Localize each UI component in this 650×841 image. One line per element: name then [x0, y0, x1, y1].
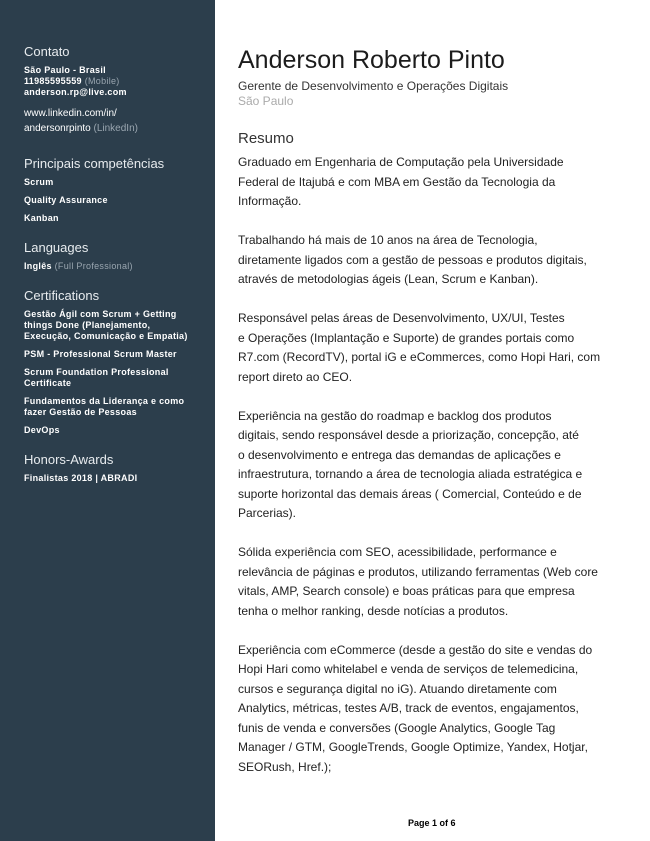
summary-line: diretamente ligados com a gestão de pessoas e produtos digitais, — [238, 252, 587, 267]
summary-line: Trabalhando há mais de 10 anos na área de Tecnologia, — [238, 233, 538, 247]
summary-heading: Resumo — [238, 130, 294, 147]
language-item — [24, 261, 215, 272]
skills-heading: Principais competências — [24, 156, 165, 171]
summary-line: Parcerias). — [238, 506, 297, 520]
certification-line: Fundamentos da Liderança e como — [24, 396, 185, 406]
summary-paragraph — [238, 543, 633, 621]
summary-line: Federal de Itajubá e com MBA em Gestão da Tecnologia da — [238, 174, 556, 189]
certification-line: DevOps — [24, 425, 60, 435]
certification-line: Certificate — [24, 378, 72, 388]
summary-line: vitals, AMP, Search console) e boas práticas para que empresa — [238, 584, 575, 598]
summary-line: Manager / GTM, GoogleTrends, Google Optimize, Yandex, Hotjar, — [238, 740, 588, 754]
certification-item — [24, 367, 215, 389]
sidebar — [0, 0, 215, 841]
language-level: (Full Professional) — [54, 261, 133, 271]
skill-item: Scrum — [24, 177, 54, 187]
certification-line: things Done (Planejamento, — [24, 320, 151, 330]
linkedin-link[interactable] — [24, 106, 215, 136]
main-content — [238, 44, 633, 797]
certification-item — [24, 396, 215, 418]
summary-paragraph — [238, 231, 633, 290]
summary-line: e Operações (Implantação e Suporte) de grandes portais como — [238, 330, 575, 345]
linkedin-url-1[interactable]: www.linkedin.com/in/ — [24, 108, 117, 119]
certification-line: Execução, Comunicação e Empatia) — [24, 331, 188, 341]
certification-item — [24, 425, 215, 436]
certification-item — [24, 349, 215, 360]
phone-number: 11985595559 — [24, 76, 82, 86]
summary-line: digitais, sendo responsável desde a priorização, concepção, até — [238, 428, 579, 442]
skills-list — [24, 177, 215, 224]
summary-paragraph — [238, 641, 633, 778]
certifications-list — [24, 309, 215, 436]
phone-type: (Mobile) — [84, 76, 120, 86]
summary-line: Experiência com eCommerce (desde a gestão do site e vendas do — [238, 642, 593, 657]
summary-line: R7.com (RecordTV), portal iG e eCommerces, como Hopi Hari, com — [238, 350, 601, 364]
award-item: Finalistas 2018 | ABRADI — [24, 473, 138, 483]
summary-line: suporte horizontal das demais áreas ( Comercial, Conteúdo e de — [238, 486, 582, 501]
certification-line: Gestão Ágil com Scrum + Getting — [24, 309, 177, 319]
summary-line: infraestrutura, tornando a área de tecnologia aliada estratégica e — [238, 467, 583, 481]
summary-line: cursos e segurança digital no iG). Atuando diretamente com — [238, 681, 557, 696]
language-name: Inglês — [24, 261, 52, 271]
summary-line: Hopi Hari como whitelabel e venda de serviços de telemedicina, — [238, 662, 579, 676]
certification-line: fazer Gestão de Pessoas — [24, 407, 137, 417]
languages-heading: Languages — [24, 240, 89, 255]
contact-phone — [24, 76, 215, 87]
contact-email[interactable]: anderson.rp@live.com — [24, 87, 127, 97]
certification-line: PSM - Professional Scrum Master — [24, 349, 177, 359]
summary-line: Analytics, métricas, testes A/B, track de eventos, engajamentos, — [238, 701, 579, 715]
awards-heading: Honors-Awards — [24, 452, 114, 467]
certifications-heading: Certifications — [24, 288, 100, 303]
summary-line: Responsável pelas áreas de Desenvolvimento, UX/UI, Testes — [238, 311, 565, 325]
summary-line: Graduado em Engenharia de Computação pela Universidade — [238, 155, 564, 169]
person-location: São Paulo — [238, 94, 294, 108]
summary-body — [238, 153, 633, 777]
summary-line: tenha o melhor ranking, desde notícias a produtos. — [238, 603, 509, 618]
summary-line: report direto ao CEO. — [238, 369, 353, 384]
summary-paragraph — [238, 407, 633, 524]
summary-line: através de metodologias ágeis (Lean, Scrum e Kanban). — [238, 272, 539, 286]
contact-location: São Paulo - Brasil — [24, 65, 106, 75]
summary-line: SEORush, Href.); — [238, 759, 332, 774]
page-number: Page 1 of 6 — [408, 818, 456, 828]
certification-item — [24, 309, 215, 342]
person-name: Anderson Roberto Pinto — [238, 46, 505, 74]
summary-line: Informação. — [238, 194, 302, 208]
summary-paragraph — [238, 309, 633, 387]
linkedin-type: (LinkedIn) — [93, 123, 138, 134]
summary-line: Experiência na gestão do roadmap e backlog dos produtos — [238, 408, 552, 423]
summary-line: o desenvolvimento e entrega das demandas de aplicações e — [238, 447, 561, 462]
linkedin-url-2[interactable]: andersonrpinto — [24, 123, 91, 134]
summary-paragraph — [238, 153, 633, 212]
summary-line: relevância de páginas e produtos, utilizando ferramentas (Web core — [238, 564, 598, 579]
person-role: Gerente de Desenvolvimento e Operações Digitais — [238, 79, 509, 93]
summary-line: Sólida experiência com SEO, acessibilidade, performance e — [238, 545, 557, 559]
contact-heading: Contato — [24, 44, 70, 59]
skill-item: Kanban — [24, 213, 59, 223]
summary-line: funis de venda e conversões (Google Analytics, Google Tag — [238, 720, 556, 735]
skill-item: Quality Assurance — [24, 195, 108, 205]
certification-line: Scrum Foundation Professional — [24, 367, 169, 377]
